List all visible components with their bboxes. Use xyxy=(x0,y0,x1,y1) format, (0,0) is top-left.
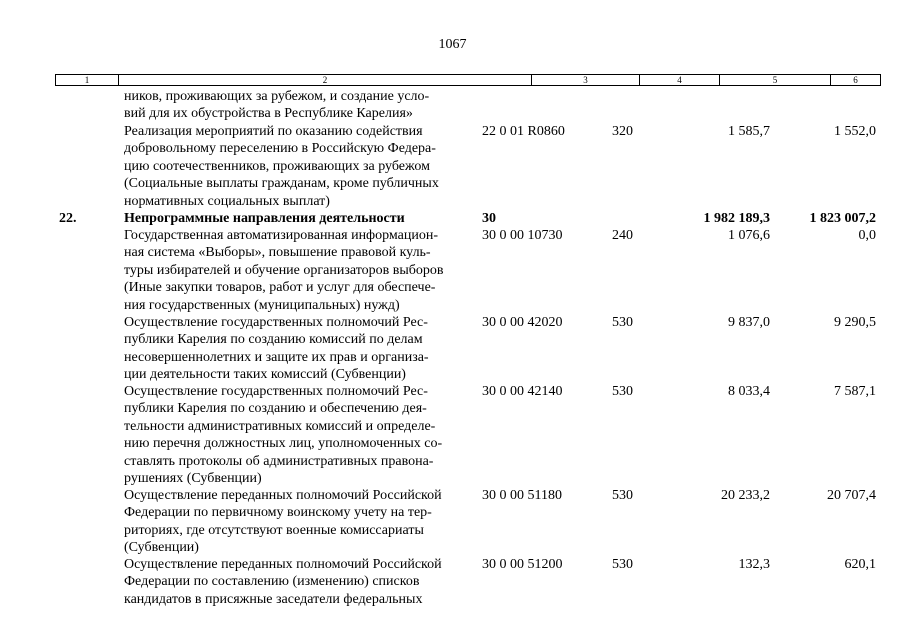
row-expense-type: 530 xyxy=(612,315,633,330)
header-col-1: 1 xyxy=(56,75,119,85)
row-description: Непрограммные направления деятельности xyxy=(124,211,405,226)
row-value-2025: 9 290,5 xyxy=(834,315,876,330)
row-value-2025: 20 707,4 xyxy=(827,488,876,503)
row-value-2024: 132,3 xyxy=(738,557,770,572)
row-description: Осуществление государственных полномочий Рес- публики Карелия по созданию и обеспечению дея- тельности административных комиссий и определе- нию перечня должностных лиц, уполномоченных со- ставлять протоколы об административных правона- рушениях (Субвенции) xyxy=(124,384,443,487)
row-code: 30 0 00 42020 xyxy=(482,315,563,330)
row-value-2024: 1 982 189,3 xyxy=(703,211,770,226)
row-code: 30 0 00 51180 xyxy=(482,488,562,503)
row-value-2025: 7 587,1 xyxy=(834,384,876,399)
row-value-2025: 1 552,0 xyxy=(834,124,876,139)
row-expense-type: 530 xyxy=(612,384,633,399)
row-code: 22 0 01 R0860 xyxy=(482,124,565,139)
row-value-2025: 1 823 007,2 xyxy=(809,211,876,226)
header-col-2: 2 xyxy=(119,75,532,85)
header-col-5: 5 xyxy=(720,75,831,85)
row-description: ников, проживающих за рубежом, и создание усло- вий для их обустройства в Республике Карелия» xyxy=(124,89,430,122)
row-expense-type: 530 xyxy=(612,488,633,503)
row-description: Государственная автоматизированная информацион- ная система «Выборы», повышение правовой куль- туры избирателей и обучение организаторов выборов (Иные закупки товаров, работ и услуг для обеспече- ния государственных (муниципальных) нужд) xyxy=(124,228,444,313)
row-value-2024: 20 233,2 xyxy=(721,488,770,503)
row-code: 30 0 00 10730 xyxy=(482,228,563,243)
header-col-4: 4 xyxy=(640,75,720,85)
row-description: Осуществление переданных полномочий Российской Федерации по составлению (изменению) списков кандидатов в присяжные заседатели федеральных xyxy=(124,557,442,607)
row-value-2024: 1 076,6 xyxy=(728,228,770,243)
row-expense-type: 320 xyxy=(612,124,633,139)
row-value-2025: 620,1 xyxy=(844,557,876,572)
row-value-2025: 0,0 xyxy=(858,228,876,243)
row-expense-type: 530 xyxy=(612,557,633,572)
row-value-2024: 9 837,0 xyxy=(728,315,770,330)
row-number: 22. xyxy=(59,211,77,226)
header-col-3: 3 xyxy=(532,75,640,85)
header-col-6: 6 xyxy=(853,75,858,85)
row-code: 30 0 00 51200 xyxy=(482,557,563,572)
row-description: Осуществление государственных полномочий Рес- публики Карелия по созданию комиссий по делам несовершеннолетних и защите их прав и организа- ции деятельности таких комиссий (Субвенции) xyxy=(124,315,429,383)
page-number: 1067 xyxy=(438,37,467,52)
row-code: 30 xyxy=(482,211,496,226)
row-description: Осуществление переданных полномочий Российской Федерации по первичному воинскому учету на тер- риториях, где отсутствуют военные комиссариаты (Субвенции) xyxy=(124,488,442,556)
row-value-2024: 1 585,7 xyxy=(728,124,770,139)
row-value-2024: 8 033,4 xyxy=(728,384,770,399)
row-description: Реализация мероприятий по оказанию содействия добровольному переселению в Российскую Федера- цию соотечественников, проживающих за рубежом (Социальные выплаты гражданам, кроме публичных нормативных социальных выплат) xyxy=(124,124,439,209)
row-expense-type: 240 xyxy=(612,228,633,243)
table-header xyxy=(55,74,881,86)
row-code: 30 0 00 42140 xyxy=(482,384,563,399)
